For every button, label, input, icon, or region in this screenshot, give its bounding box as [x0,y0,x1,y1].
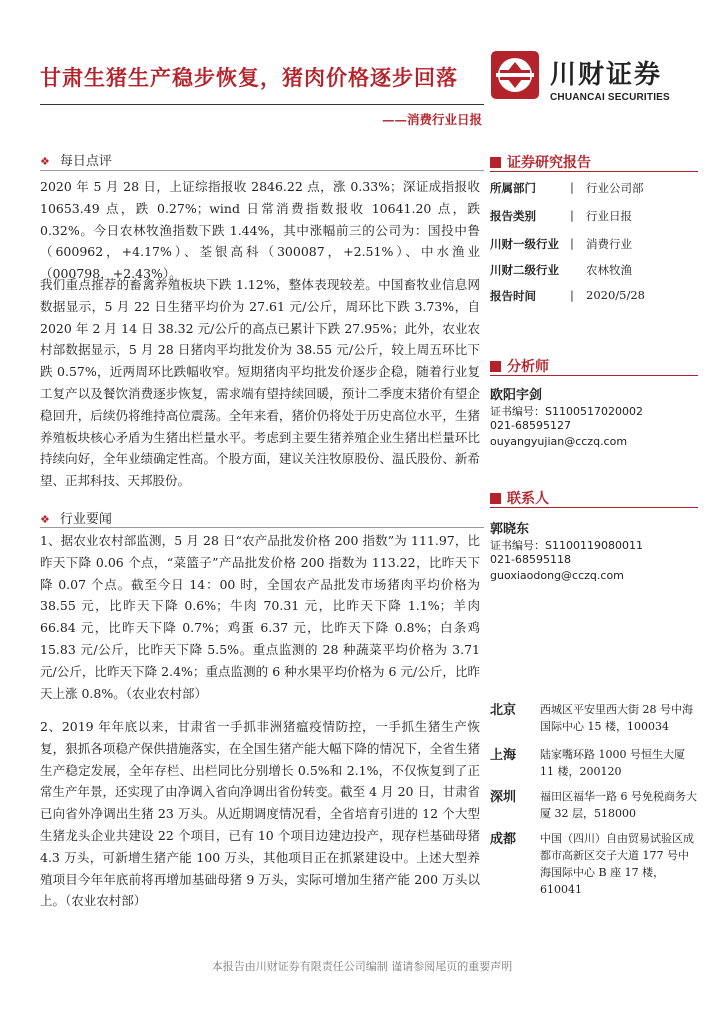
analyst-phone: 021-68595127 [490,419,571,432]
info-value: 2020/5/28 [586,288,645,302]
office-address-shanghai: 陆家嘴环路 1000 号恒生大厦 11 楼，200120 [540,748,685,778]
square-bullet-icon [490,493,501,504]
office-city-chengdu: 成都 [490,832,517,847]
diamond-bullet-icon: ❖ [40,155,50,168]
contact-name: 郭晓东 [490,522,530,537]
info-row-date: 报告时间 | 2020/5/28 [490,288,645,303]
contact-email[interactable]: guoxiaodong@cczq.com [490,569,624,582]
sidebar-heading-analyst: 分析师 [490,356,549,376]
contact-phone: 021-68595118 [490,553,571,566]
chuancai-logo-icon [490,50,540,100]
office-city-shenzhen: 深圳 [490,790,517,805]
info-row-department: 所属部门 | 行业公司部 [490,180,644,195]
section-title-news: 行业要闻 [59,512,112,527]
office-address-beijing: 西城区平安里西大街 28 号中海国际中心 15 楼，100034 [540,703,693,733]
section-divider [40,527,484,528]
info-value: 行业公司部 [586,181,644,195]
info-key: 报告时间 [490,289,536,303]
sidebar-divider [490,507,698,508]
document-subtitle: ——消费行业日报 [381,112,482,127]
logo-name-en: CHUANCAI SECURITIES [550,92,670,103]
sidebar-heading-report: 证券研究报告 [490,152,591,172]
analyst-email[interactable]: ouyangyujian@cczq.com [490,435,628,448]
info-key: 川财一级行业 [490,237,559,251]
footer-disclaimer: 本报告由川财证券有限责任公司编制 谨请参阅尾页的重要声明 [211,960,513,973]
square-bullet-icon [490,157,501,168]
sidebar-divider [490,171,698,172]
analyst-name: 欧阳宇剑 [490,388,543,403]
info-key: 川财二级行业 [490,263,559,277]
sidebar-divider [490,375,698,376]
info-value: 农林牧渔 [586,263,632,277]
office-address-shenzhen: 福田区福华一路 6 号免税商务大厦 32 层，518000 [540,790,697,820]
office-city-beijing: 北京 [490,703,517,718]
section-title-daily: 每日点评 [59,154,112,169]
diamond-bullet-icon: ❖ [40,513,50,526]
info-row-industry-l2 [490,262,700,282]
info-key: 报告类别 [490,209,536,223]
info-row-industry-l1: 川财一级行业 | 消费行业 [490,236,632,251]
section-divider [40,170,484,171]
info-key: 所属部门 [490,181,536,195]
section-heading-news [40,508,112,527]
logo-name-cn: 川财证券 [550,60,663,90]
analyst-cert: 证书编号：S1100517020002 [490,405,643,418]
office-address-chengdu: 中国（四川）自由贸易试验区成都市高新区交子大道 177 号中海国际中心 B 座 17 楼，610041 [540,832,694,896]
header-divider [40,104,484,105]
contact-cert: 证书编号：S1100119080011 [490,539,643,552]
info-value: 行业日报 [586,209,632,223]
daily-paragraph-1: 2020 年 5 月 28 日，上证综指报收 2846.22 点，涨 0.33%；深证成指报收 10653.49 点，跌 0.27%；wind 日常消费指数报收 10641.20 点，跌 0.32%。今日农林牧渔指数下跌 1.44%，其中涨幅前三的公司为：国投中鲁（600962，+4.17%）、荃银高科（300087，+2.51%）、中水渔业（000798，+2.43%）。 [40,179,480,282]
news-paragraph-1: 1、据农业农村部监测，5 月 28 日“农产品批发价格 200 指数”为 111.97，比昨天下降 0.06 个点，“菜篮子”产品批发价格 200 指数为 113.22，比昨天下降 0.07 个点。截至今日 14：00 时，全国农产品批发市场猪肉平均价格为 38.55 元，比昨天下降 0.6%；牛肉 70.31 元，比昨天下降 1.1%；羊肉 66.84 元，比昨天下降 0.7%；鸡蛋 6.37 元，比昨天下降 0.8%；白条鸡 15.83 元/公斤，比昨天下降 5.5%。重点监测的 28 种蔬菜平均价格为 3.71 元/公斤，比昨天下降 2.4%；重点监测的 6 种水果平均价格为 6 元/公斤，比昨天上涨 0.8%。（农业农村部） [40,533,480,701]
daily-paragraph-2: 我们重点推荐的畜禽养殖板块下跌 1.12%，整体表现较差。中国畜牧业信息网数据显示，5 月 22 日生猪平均价为 27.61 元/公斤，周环比下跌 3.73%，自 2020 年 2 月 14 日 38.32 元/公斤的高点已累计下跌 27.95%；此外，农业农村部数据显示，5 月 28 日猪肉平均批发价为 38.55 元/公斤，较上周五环比下跌 0.57%，近两周环比跌幅收窄。短期猪肉平均批发价逐步企稳，随着行业复工复产以及餐饮消费逐步恢复，需求端有望持续回暖，预计二季度末猪价有望企稳回升，后续仍将维持高位震荡。全年来看，猪价仍将处于历史高位水平，生猪养殖板块核心矛盾为生猪出栏量水平。考虑到主要生猪养殖企业生猪出栏量环比持续向好，全年业绩确定性高。个股方面，建议关注牧原股份、温氏股份、新希望、正邦科技、天邦股份。 [40,277,480,489]
document-title: 甘肃生猪生产稳步恢复，猪肉价格逐步回落 [40,65,458,90]
info-row-category: 报告类别 | 行业日报 [490,208,632,223]
info-value: 消费行业 [586,237,632,251]
news-paragraph-2: 2、2019 年年底以来，甘肃省一手抓非洲猪瘟疫情防控，一手抓生猪生产恢复，狠抓各项稳产保供措施落实，在全国生猪产能大幅下降的情况下，全省生猪生产稳定发展，全年存栏、出栏同比分别增长 0.5%和 2.1%，不仅恢复到了正常生产年景，还实现了由净调入省向净调出省份转变。截至 4 月 20 日，甘肃省已向省外净调出生猪 23 万头。从近期调度情况看，全省培育引进的 12 个大型生猪龙头企业共建设 22 个项目，已有 10 个项目边建边投产，现存栏基础母猪 4.3 万头，可新增生猪产能 100 万头，其他项目正在抓紧建设中。上述大型养殖项目今年年底前将再增加基础母猪 9 万头，实际可增加生猪产能 200 万头以上。（农业农村部） [40,719,480,909]
office-city-shanghai: 上海 [490,748,517,763]
company-logo [490,50,690,116]
sidebar-heading-contact: 联系人 [490,488,549,508]
section-heading-daily [40,150,112,169]
square-bullet-icon [490,361,501,372]
